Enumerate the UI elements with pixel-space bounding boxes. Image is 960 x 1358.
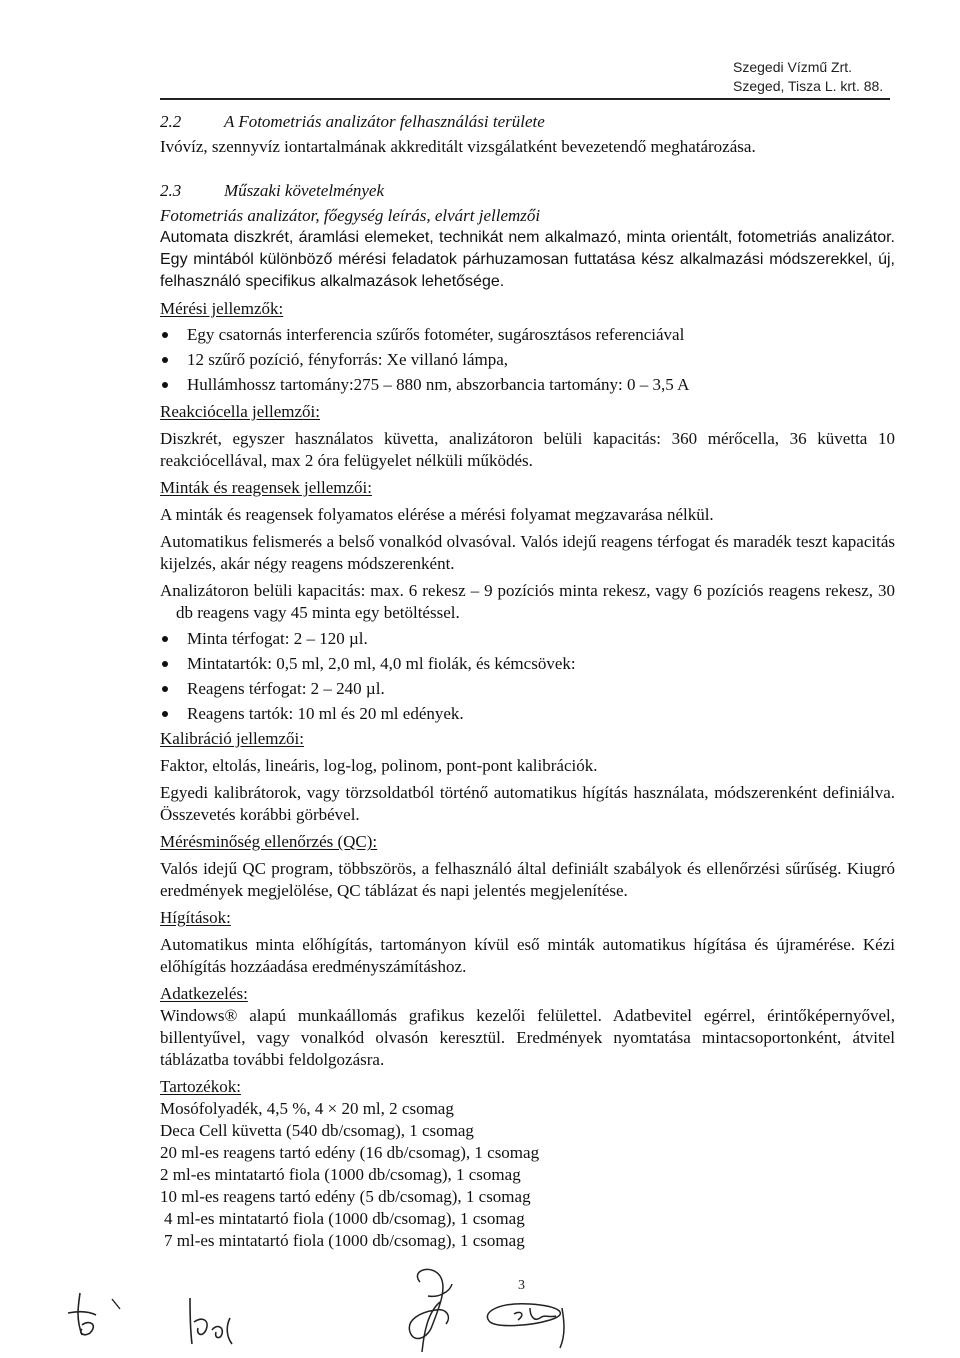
- list-item: 7 ml-es mintatartó fiola (1000 db/csomag), 1 csomag: [164, 1231, 525, 1250]
- reakcio-text: Diszkrét, egyszer használatos küvetta, analizátoron belüli kapacitás: 360 mérőcella, 36 küvetta 10 reakciócellával, max 2 óra felügyelet nélküli működés.: [160, 429, 895, 470]
- list-item: Mintatartók: 0,5 ml, 2,0 ml, 4,0 ml fiolák, és kémcsövek:: [160, 653, 895, 675]
- page-number: 3: [518, 1278, 525, 1293]
- list-item: Deca Cell küvetta (540 db/csomag), 1 csomag: [160, 1121, 474, 1140]
- kalibracio-p1: Faktor, eltolás, lineáris, log-log, polinom, pont-pont kalibrációk.: [160, 756, 598, 775]
- section-2-2-number: 2.2: [160, 112, 182, 131]
- higitas-heading: Hígítások:: [160, 908, 231, 927]
- list-item: Reagens tartók: 10 ml és 20 ml edények.: [160, 703, 895, 725]
- section-2-3-subtitle: Fotometriás analizátor, főegység leírás, elvárt jellemzői: [160, 206, 541, 225]
- list-item: Minta térfogat: 2 – 120 µl.: [160, 628, 895, 650]
- meresi-list: [160, 324, 895, 396]
- list-item: 20 ml-es reagens tartó edény (16 db/csomag), 1 csomag: [160, 1143, 540, 1162]
- header-address: Szeged, Tisza L. krt. 88.: [733, 78, 884, 94]
- mintak-heading: Minták és reagensek jellemzői:: [160, 478, 372, 497]
- list-item: 12 szűrő pozíció, fényforrás: Xe villanó lámpa,: [160, 349, 895, 371]
- list-item: 2 ml-es mintatartó fiola (1000 db/csomag), 1 csomag: [160, 1165, 521, 1184]
- mintak-p3: Analizátoron belüli kapacitás: max. 6 rekesz – 9 pozíciós minta rekesz, vagy 6 pozíciós reagens rekesz, 30 db reagens vagy 45 minta egy betöltéssel.: [160, 581, 895, 622]
- bullet-icon: [162, 636, 168, 642]
- list-item: Reagens térfogat: 2 – 240 µl.: [160, 678, 895, 700]
- bullet-icon: [162, 711, 168, 717]
- mintak-p2: Automatikus felismerés a belső vonalkód olvasóval. Valós idejű reagens térfogat és maradék teszt kapacitás kijelzés, akár négy reagens módszerenként.: [160, 532, 895, 573]
- bullet-icon: [162, 332, 168, 338]
- bullet-icon: [162, 382, 168, 388]
- higitas-text: Automatikus minta előhígítás, tartományon kívül eső minták automatikus hígítása és újramérése. Kézi előhígítás hozzáadása eredményszámításhoz.: [160, 935, 895, 976]
- header-rule: [160, 98, 890, 100]
- adatkezeles-text: Windows® alapú munkaállomás grafikus kezelői felülettel. Adatbevitel egérrel, érintőképernyővel, billentyűvel, vagy vonalkód olvasón keresztül. Eredmények nyomtatása mintacsoportonként, átvitel táblázatba további feldolgozásra.: [160, 1006, 895, 1069]
- list-item: Mosófolyadék, 4,5 %, 4 × 20 ml, 2 csomag: [160, 1099, 454, 1118]
- section-2-2-title: A Fotometriás analizátor felhasználási területe: [224, 112, 545, 131]
- list-item: 4 ml-es mintatartó fiola (1000 db/csomag), 1 csomag: [164, 1209, 525, 1228]
- signature-initials-middle: [180, 1292, 250, 1352]
- bullet-icon: [162, 686, 168, 692]
- section-2-2-text: Ivóvíz, szennyvíz iontartalmának akkreditált vizsgálatként bevezetendő meghatározása.: [160, 137, 756, 156]
- document-body: [160, 111, 895, 1252]
- adatkezeles-heading: Adatkezelés:: [160, 984, 248, 1003]
- list-item: 10 ml-es reagens tartó edény (5 db/csomag), 1 csomag: [160, 1187, 531, 1206]
- qc-heading: Mérésminőség ellenőrzés (QC):: [160, 832, 378, 851]
- section-2-3-intro: Automata diszkrét, áramlási elemeket, technikát nem alkalmazó, minta orientált, fotometriás analizátor. Egy mintából különböző mérési feladatok párhuzamosan futtatása kész alkalmazási módszerekkel, új, felhasználó specifikus alkalmazások lehetősége.: [160, 229, 895, 290]
- mintak-p1: A minták és reagensek folyamatos elérése a mérési folyamat megzavarása nélkül.: [160, 505, 714, 524]
- page-header: [733, 58, 883, 96]
- signature-initials-left: [60, 1285, 130, 1345]
- bullet-icon: [162, 357, 168, 363]
- section-2-3-title: Műszaki követelmények: [224, 181, 384, 200]
- section-2-2-heading: [160, 111, 895, 133]
- qc-text: Valós idejű QC program, többszörös, a felhasználó által definiált szabályok és ellenőrzési sűrűség. Kiugró eredmények megjelölése, QC táblázat és napi jelentés megjelenítése.: [160, 859, 895, 900]
- section-2-3-heading: [160, 180, 895, 202]
- reakcio-heading: Reakciócella jellemzői:: [160, 402, 321, 421]
- list-item: Egy csatornás interferencia szűrős fotométer, sugárosztásos referenciával: [160, 324, 895, 346]
- mintak-list: [160, 628, 895, 725]
- kalibracio-p2: Egyedi kalibrátorok, vagy törzsoldatból történő automatikus hígítás használata, módszerenként definiálva. Összevetés korábbi görbével.: [160, 783, 895, 824]
- header-company: Szegedi Vízmű Zrt.: [733, 59, 853, 75]
- tartozekok-heading: Tartozékok:: [160, 1077, 241, 1096]
- tartozekok-list: [160, 1098, 895, 1252]
- section-2-3-number: 2.3: [160, 181, 182, 200]
- meresi-heading: Mérési jellemzők:: [160, 299, 284, 318]
- list-item: Hullámhossz tartomány:275 – 880 nm, abszorbancia tartomány: 0 – 3,5 A: [160, 374, 895, 396]
- bullet-icon: [162, 661, 168, 667]
- kalibracio-heading: Kalibráció jellemzői:: [160, 729, 304, 748]
- signature-right: [380, 1262, 590, 1358]
